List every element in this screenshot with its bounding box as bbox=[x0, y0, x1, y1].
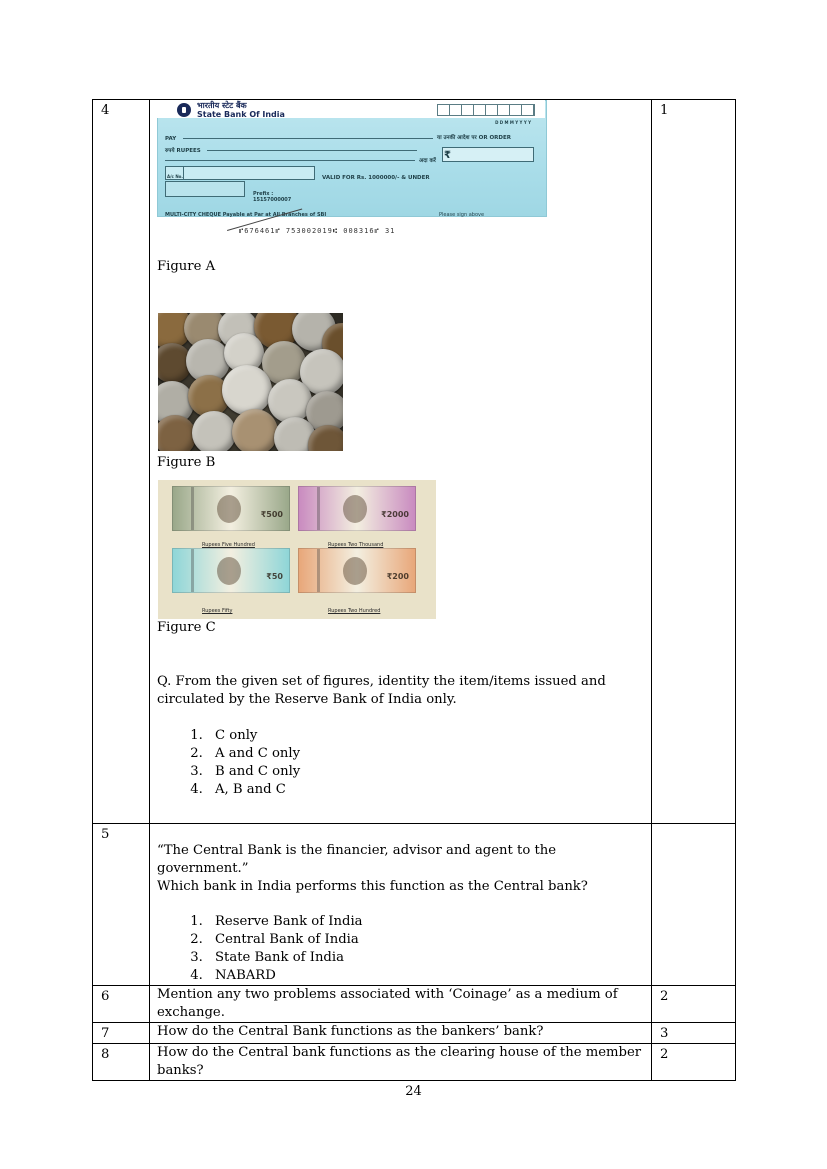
question-marks: 1 bbox=[652, 100, 736, 824]
question-row-4 bbox=[93, 100, 736, 824]
cheque-date-label: D D M M Y Y Y Y bbox=[495, 120, 531, 125]
figure-a-label: Figure A bbox=[157, 259, 216, 274]
question-number: 6 bbox=[93, 986, 150, 1023]
note-50: ₹50 bbox=[172, 548, 290, 593]
answer-options bbox=[157, 913, 651, 985]
option-item: 1. C only bbox=[207, 727, 651, 745]
cheque-prefix: Prefix : bbox=[253, 191, 274, 197]
figure-c-label: Figure C bbox=[157, 620, 216, 635]
sbi-logo-icon bbox=[177, 103, 191, 117]
cheque-multicity: MULTI-CITY CHEQUE Payable at Par at All Branches of SBI bbox=[165, 212, 327, 218]
coins-image bbox=[158, 313, 343, 451]
question-text: Q. From the given set of figures, identity the item/items issued and circulated by the Reserve Bank of India only. bbox=[157, 674, 606, 707]
question-text: How do the Central bank functions as the clearing house of the member bbox=[157, 1045, 642, 1060]
question-marks: 2 bbox=[652, 986, 736, 1023]
question-marks: 3 bbox=[652, 1023, 736, 1044]
question-text: Mention any two problems associated with ‘Coinage’ as a medium of bbox=[157, 987, 618, 1002]
cheque-sign-above: Please sign above bbox=[439, 212, 485, 218]
question-text: How do the Central Bank functions as the bankers’ bank? bbox=[157, 1024, 544, 1039]
cheque-bank-hindi: भारतीय स्टेट बैंक bbox=[197, 101, 247, 110]
option-item: 4. A, B and C bbox=[207, 781, 651, 799]
cheque-prefix-no: 15157000007 bbox=[253, 197, 292, 203]
option-item: 4. NABARD bbox=[207, 967, 651, 985]
cheque-amount-box bbox=[442, 147, 534, 162]
option-item: 3. B and C only bbox=[207, 763, 651, 781]
question-text: Which bank in India performs this function as the Central bank? bbox=[157, 879, 588, 894]
banknotes-image bbox=[158, 480, 436, 619]
page-number: 24 bbox=[405, 1084, 422, 1099]
note-caption: Rupees Two Hundred bbox=[328, 608, 381, 614]
question-row-6 bbox=[93, 986, 736, 1023]
question-content bbox=[150, 100, 652, 824]
option-item: 1. Reserve Bank of India bbox=[207, 913, 651, 931]
cheque-or-order: या उनकी आदेश पर OR ORDER bbox=[437, 135, 511, 141]
question-row-8 bbox=[93, 1044, 736, 1081]
cheque-bank-name: State Bank Of India bbox=[197, 110, 285, 119]
answer-options bbox=[157, 727, 651, 799]
cheque-rupees: रुपये RUPEES bbox=[165, 148, 201, 154]
note-caption: Rupees Five Hundred bbox=[202, 542, 255, 548]
note-2000: ₹2000 bbox=[298, 486, 416, 531]
question-table bbox=[92, 99, 736, 1081]
question-row-5 bbox=[93, 824, 736, 986]
cheque-ada-karen: अदा करें bbox=[419, 158, 436, 164]
cheque-micr: ⑈676461⑈ 753002019⑆ 008316⑈ 31 bbox=[239, 227, 396, 235]
question-number: 7 bbox=[93, 1023, 150, 1044]
question-marks bbox=[652, 824, 736, 986]
question-content bbox=[150, 1023, 652, 1044]
cheque-pay: PAY bbox=[165, 136, 177, 142]
option-item: 3. State Bank of India bbox=[207, 949, 651, 967]
question-text: “The Central Bank is the financier, advisor and agent to the government.” bbox=[157, 843, 557, 876]
cheque-image bbox=[157, 100, 547, 260]
cheque-ac-no: A/c No. bbox=[167, 174, 183, 179]
cheque-valid-for: VALID FOR Rs. 1000000/- & UNDER bbox=[322, 175, 430, 181]
option-item: 2. A and C only bbox=[207, 745, 651, 763]
question-content bbox=[150, 1044, 652, 1081]
question-number: 8 bbox=[93, 1044, 150, 1081]
question-number: 4 bbox=[93, 100, 150, 824]
question-number: 5 bbox=[93, 824, 150, 986]
note-caption: Rupees Fifty bbox=[202, 608, 233, 614]
figure-b-label: Figure B bbox=[157, 455, 216, 470]
question-marks: 2 bbox=[652, 1044, 736, 1081]
note-200: ₹200 bbox=[298, 548, 416, 593]
option-item: 2. Central Bank of India bbox=[207, 931, 651, 949]
note-500: ₹500 bbox=[172, 486, 290, 531]
note-caption: Rupees Two Thousand bbox=[328, 542, 384, 548]
question-content bbox=[150, 824, 652, 986]
question-row-7 bbox=[93, 1023, 736, 1044]
rupee-icon: ₹ bbox=[444, 150, 451, 161]
question-text: banks? bbox=[157, 1063, 204, 1078]
question-content bbox=[150, 986, 652, 1023]
question-text: exchange. bbox=[157, 1005, 225, 1020]
